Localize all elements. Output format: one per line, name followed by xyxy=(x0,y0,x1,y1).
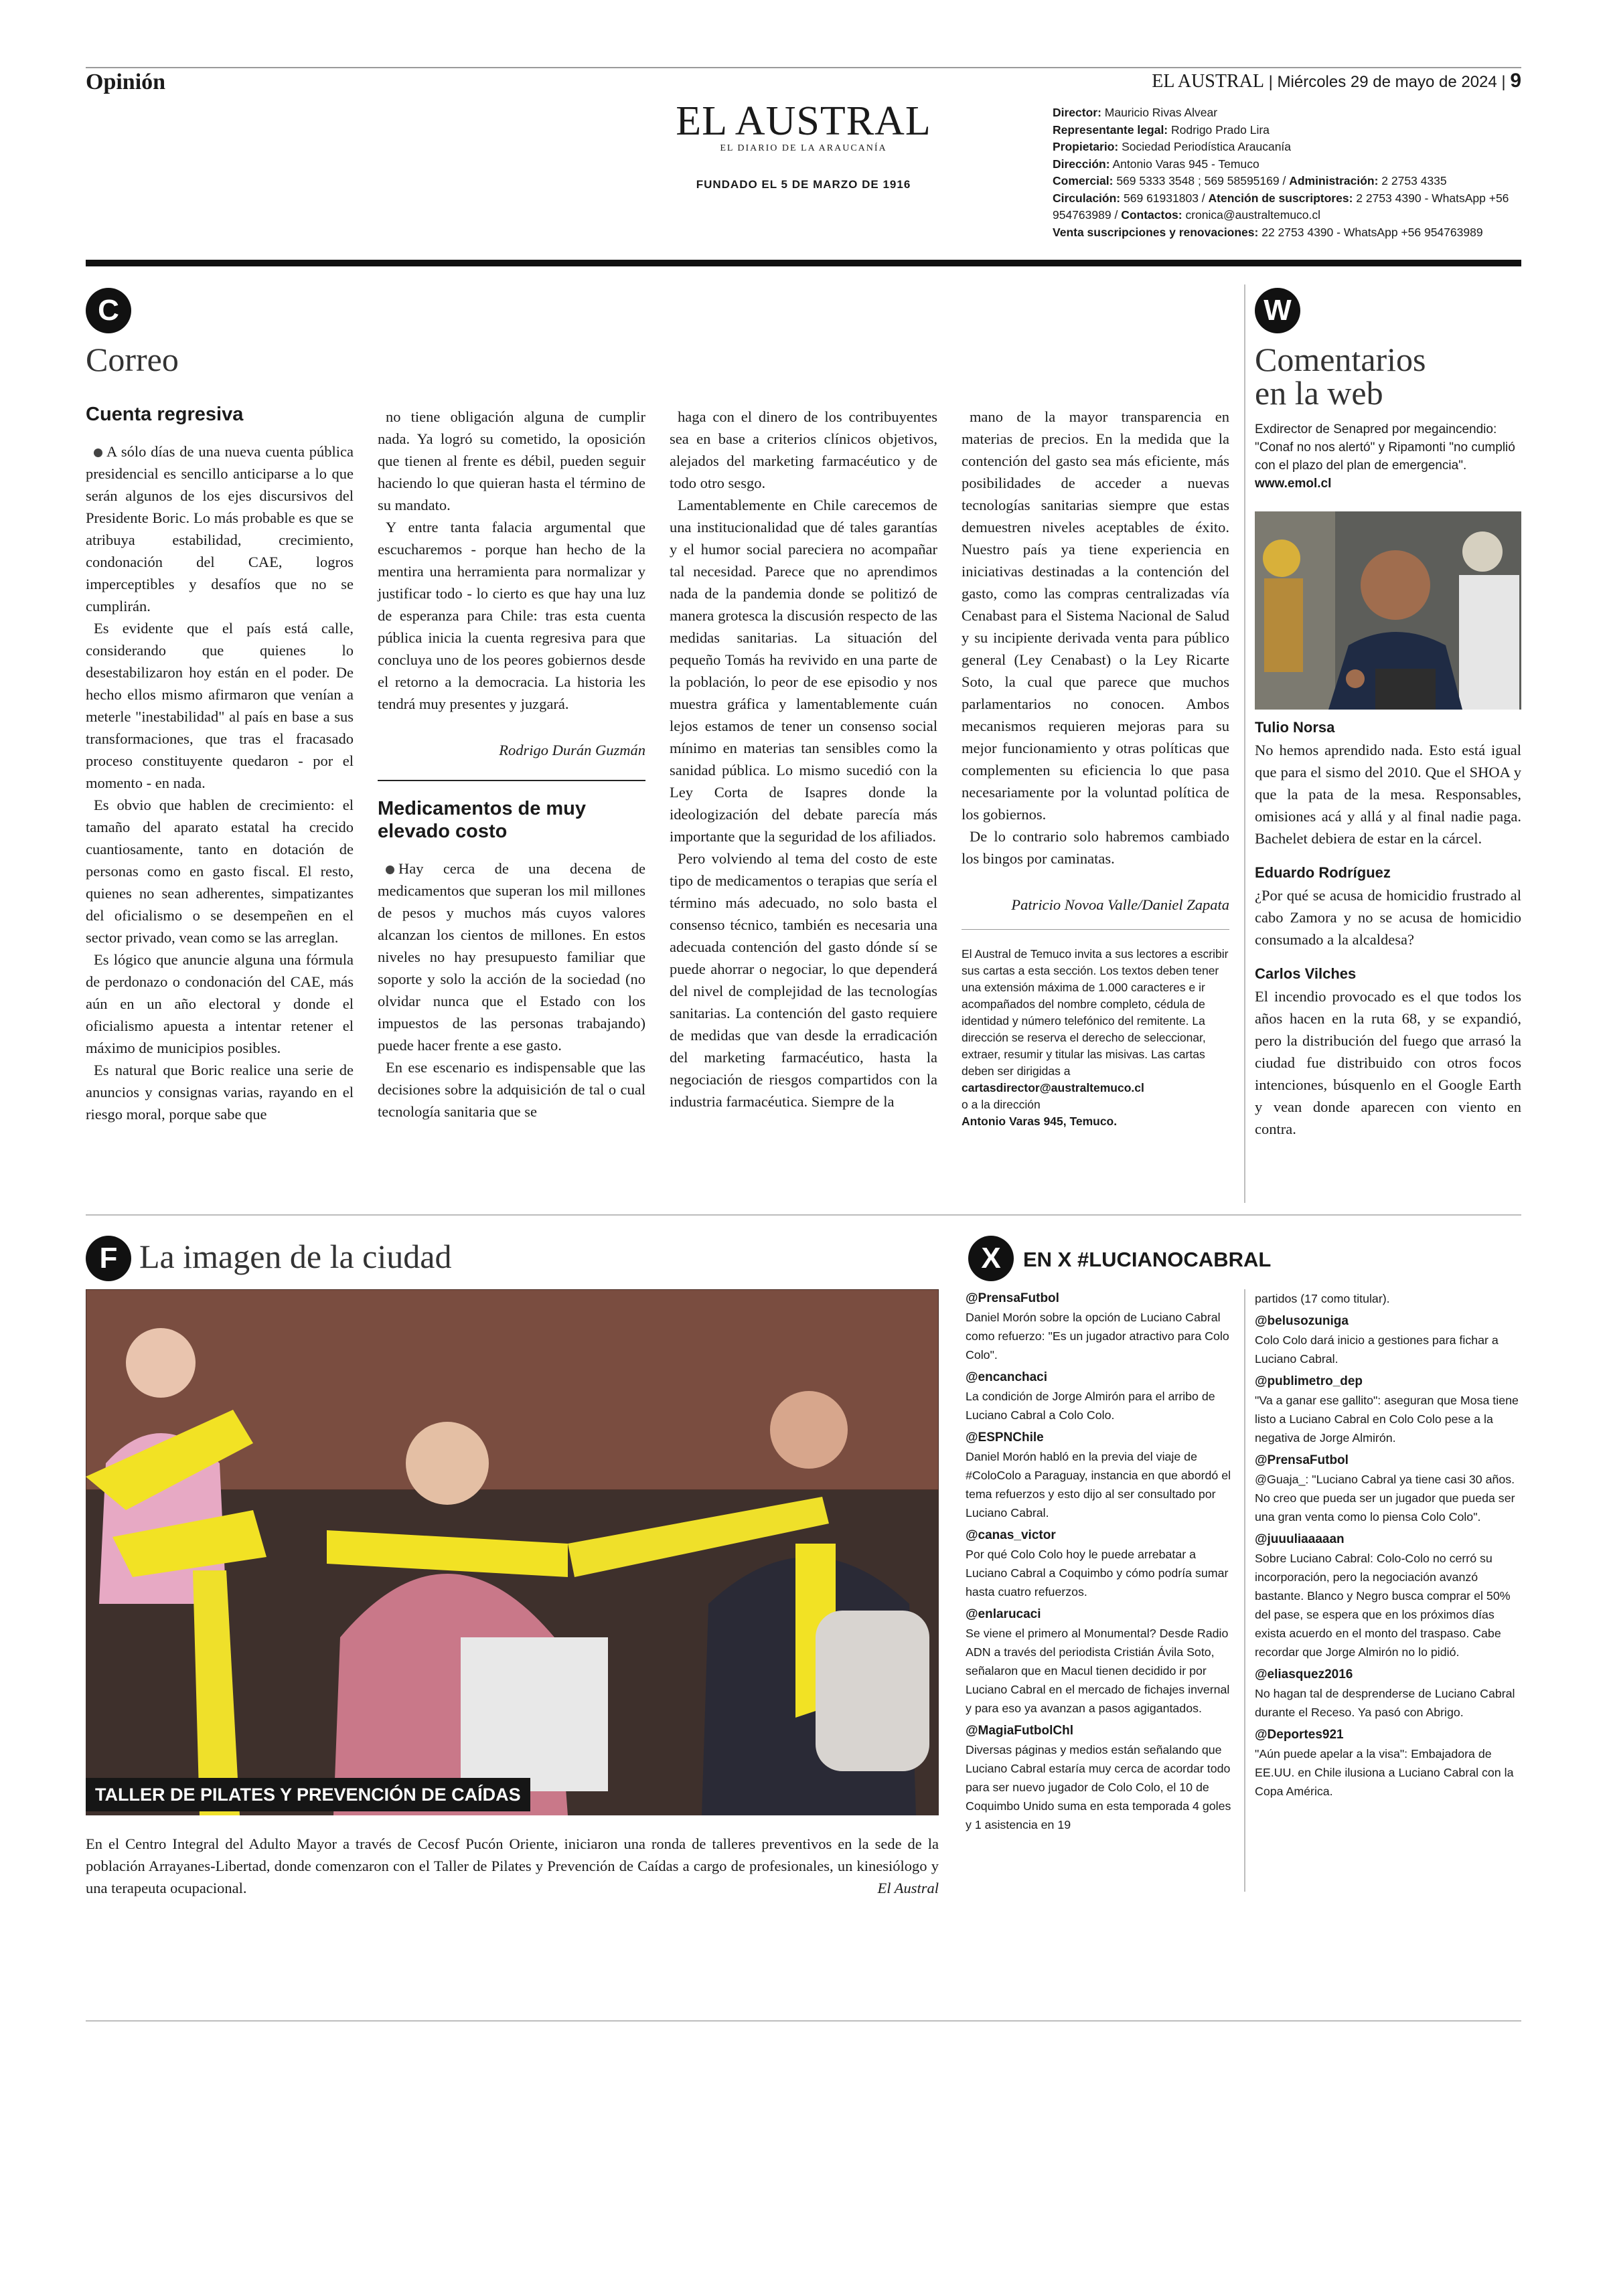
tweets-column-2 xyxy=(1255,1289,1521,1805)
web-badge-icon: W xyxy=(1255,288,1300,333)
credit-label: Comercial: xyxy=(1053,174,1114,187)
letters-note-or: o a la dirección xyxy=(962,1098,1041,1111)
tweet-handle[interactable]: @publimetro_dep xyxy=(1255,1374,1363,1388)
credit-value: Sociedad Periodística Araucanía xyxy=(1118,140,1292,153)
credit-line xyxy=(1053,139,1521,156)
credit-label: Contactos: xyxy=(1121,208,1182,222)
tweet-handle[interactable]: @belusozuniga xyxy=(1255,1314,1349,1328)
tweet-handle[interactable]: @eliasquez2016 xyxy=(1255,1667,1353,1682)
letter-column-3 xyxy=(670,406,937,1113)
web-news-photo-illustration xyxy=(1255,511,1521,710)
pilates-class-illustration xyxy=(86,1289,939,1815)
mid-rule xyxy=(86,1214,1521,1216)
tweet-handle[interactable]: @enlarucaci xyxy=(966,1607,1041,1621)
credit-value: Mauricio Rivas Alvear xyxy=(1101,106,1218,119)
paragraph-text: Es lógico que anuncie alguna una fórmula de perdonazo o condonación del CAE, más aún en un año electoral y donde el oficialismo apuesta a intentar retener el máximo de municipios posibles. xyxy=(86,951,354,1056)
header-top-rule xyxy=(86,67,1521,68)
credit-value: 569 61931803 / xyxy=(1120,191,1209,205)
paragraph-text: mano de la mayor transparencia en materias de precios. En la medida que la contención del gasto sea más eficiente, más posibilidades de acceder a nuevas tecnologías sanitarias siempre que estas demuestren niveles aceptables de éxito. Nuestro país ya tiene experiencia en iniciativas destinadas a la contención del gasto, como las compras centralizadas vía Cenabast para el Sistema Nacional de Salud y su incipiente derivada venta para público general (Ley Cenabast) o la Ley Ricarte Soto, la cual que parece que muchos parlamentarios no conocen. Ambos mecanismos requieren mejoras para su mejor funcionamiento y otras políticas que complementen su eficiencia lo que pasa necesariamente por la voluntad política de los gobiernos. xyxy=(962,408,1229,823)
tweet-handle[interactable]: @ESPNChile xyxy=(966,1430,1044,1445)
letter-2-body xyxy=(378,857,645,1123)
paragraph-text: A sólo días de una nueva cuenta pública presidencial es sencillo anticiparse a lo que serán algunos de los ejes discursivos del Presidente Boric. Lo más probable es que se atribuya estabilidad, crecimiento, condonación del CAE, logros imperceptibles y desafíos que no se cumplirán. xyxy=(86,443,354,614)
paragraph-text: Hay cerca de una decena de medicamentos que superan los mil millones de pesos y muchos más cuyos valores alcanzan los cientos de millones. En estos niveles no hay presupuesto familiar que soporte y solo la acción de la sociedad (no olvidar nunca que el Estado con los impuestos de las personas trabajando) puede hacer frente a ese gasto. xyxy=(378,860,645,1054)
tweet-handle[interactable]: @MagiaFutbolChl xyxy=(966,1724,1074,1738)
paragraph xyxy=(86,794,354,949)
section-label: Opinión xyxy=(86,70,166,94)
tweet xyxy=(966,1605,1233,1718)
letter-1-body xyxy=(86,440,354,1125)
web-news-photo xyxy=(1255,511,1521,710)
letter-divider xyxy=(378,780,645,781)
city-caption xyxy=(86,1833,939,1899)
column-rule xyxy=(1244,284,1245,1203)
bullet-icon xyxy=(386,866,394,874)
letter-2-body-cont xyxy=(670,406,937,1113)
credit-line xyxy=(1053,104,1521,122)
tweet xyxy=(966,1722,1233,1834)
bottom-rule xyxy=(86,2020,1521,2022)
credit-value: 2 2753 4335 xyxy=(1378,174,1447,187)
paragraph xyxy=(378,406,645,516)
tweet-text: Diversas páginas y medios están señalando que Luciano Cabral estaría muy cerca de acordar todo para ser nuevo jugador de Colo Colo, el 10 de Coquimbo Unido suma en esta temporada 4 goles y 1 asistencia en 19 xyxy=(966,1743,1231,1831)
tweet-handle[interactable]: @juuuliaaaaan xyxy=(1255,1532,1345,1546)
letters-note-address: Antonio Varas 945, Temuco. xyxy=(962,1115,1118,1128)
credit-value: 2 2753 4390 - WhatsApp +56 954763989 / xyxy=(1053,191,1509,222)
tweet-text: No hagan tal de desprenderse de Luciano Cabral durante el Receso. Ya pasó con Abrigo. xyxy=(1255,1687,1515,1719)
web-comment-text: No hemos aprendido nada. Esto está igual que para el sismo del 2010. Que el SHOA y que la pata de la mesa. Responsables, omisiones acá y allá y al final nadie paga. Bachelet debiera de estar en la cárcel. xyxy=(1255,742,1521,847)
tweet xyxy=(966,1289,1233,1364)
paragraph xyxy=(378,1056,645,1123)
masthead-logo: EL AUSTRAL xyxy=(676,98,931,144)
web-intro-text: Exdirector de Senapred por megaincendio: "Conaf no nos alertó" y Ripamonti "no cumplió con el plazo del plan de emergencia". xyxy=(1255,422,1515,473)
tweet-handle[interactable]: @canas_victor xyxy=(966,1528,1056,1542)
letter-1-signature: Rodrigo Durán Guzmán xyxy=(499,742,645,758)
tweet xyxy=(966,1526,1233,1601)
tweet xyxy=(1255,1451,1521,1526)
tweets-column-1 xyxy=(966,1289,1233,1838)
letter-1-body-cont xyxy=(378,406,645,715)
page-number: 9 xyxy=(1510,70,1521,92)
ciudad-title: La imagen de la ciudad xyxy=(139,1238,452,1275)
credit-line xyxy=(1053,156,1521,173)
web-comment-author: Tulio Norsa xyxy=(1255,719,1335,736)
credit-line xyxy=(1053,190,1521,224)
web-comment xyxy=(1255,719,1521,849)
masthead-founded: FUNDADO EL 5 DE MARZO DE 1916 xyxy=(696,178,911,191)
letter-2-body-end xyxy=(962,406,1229,870)
web-comment-author: Carlos Vilches xyxy=(1255,965,1357,982)
credit-line xyxy=(1053,224,1521,242)
paragraph-text: En ese escenario es indispensable que las decisiones sobre la adquisición de tal o cual tecnología sanitaria que se xyxy=(378,1059,645,1120)
header-thick-rule xyxy=(86,260,1521,266)
web-comments-list xyxy=(1255,719,1521,1155)
tweet-text: Se viene el primero al Monumental? Desde Radio ADN a través del periodista Cristián Ávila Soto, señalaron que en Macul tienen decidido ir por Luciano Cabral en el mercado de fichajes invernal y para eso ya avanzan a pasos agigantados. xyxy=(966,1627,1230,1715)
tweet-handle[interactable]: @PrensaFutbol xyxy=(1255,1453,1349,1467)
letter-column-1 xyxy=(86,403,354,1125)
paragraph-text: Es natural que Boric realice una serie de anuncios y consignas varias, rayando en el riesgo moral, porque sabe que xyxy=(86,1062,354,1123)
paragraph xyxy=(670,494,937,847)
credit-label: Venta suscripciones y renovaciones: xyxy=(1053,225,1259,239)
paragraph-text: Lamentablemente en Chile carecemos de una institucionalidad que dé tales garantías y el humor social pareciera no acompañar tal necesidad. Parece que no aprendimos nada de la pandemia donde se politizó de manera grotesca la discusión respecto de las medidas sanitarias. La situación del pequeño Tomás ha revivido en una parte de la población, lo peor de ese episodio y nos muestra gráfica y lamentablemente cuán lejos estamos de tener un consenso social mínimo en materias tan sensibles como la sanidad pública. Lo mismo sucedió con la Ley Corta de Isapres donde la ideologización del debate parecía más importante que la seguridad de los afiliados. xyxy=(670,497,937,845)
tweet xyxy=(1255,1372,1521,1447)
paragraph xyxy=(670,847,937,1113)
web-title-line-1: Comentarios xyxy=(1255,341,1426,378)
web-intro-site[interactable]: www.emol.cl xyxy=(1255,477,1332,491)
credit-value: 569 5333 3548 ; 569 58595169 / xyxy=(1113,174,1290,187)
tweet-text: "Va a ganar ese gallito": aseguran que Mosa tiene listo a Luciano Cabral en Colo Colo pese a la negativa de Jorge Almirón. xyxy=(1255,1394,1519,1445)
web-comment-text: El incendio provocado es el que todos los años hacen en la ruta 68, y se expandió, pero la distribución del fuego que arrasó la ciudad fue distribuido con otros focos intenciones, búsquenlo en el Google Earth y vean donde aparecen con viento en contra. xyxy=(1255,988,1521,1137)
city-photo xyxy=(86,1289,939,1815)
tweets-column-rule xyxy=(1244,1289,1245,1892)
tweet-text: Daniel Morón habló en la previa del viaje de #ColoColo a Paraguay, instancia en que abordó el tema refuerzos y esto dijo al ser consultado por Luciano Cabral. xyxy=(966,1450,1231,1520)
letter-column-4 xyxy=(962,406,1229,1130)
x-badge-icon: X xyxy=(968,1236,1014,1281)
correo-badge-icon: C xyxy=(86,288,131,333)
masthead-tagline: EL DIARIO DE LA ARAUCANÍA xyxy=(720,143,887,153)
web-title xyxy=(1255,343,1426,410)
bullet-icon xyxy=(94,448,102,457)
letter-column-2 xyxy=(378,406,645,1123)
paragraph-text: no tiene obligación alguna de cumplir nada. Ya logró su cometido, la oposición que tienen al frente es débil, pueden seguir haciendo lo que quieran hasta el término de su mandato. xyxy=(378,408,645,513)
masthead xyxy=(670,100,937,191)
tweet-text: @Guaja_: "Luciano Cabral ya tiene casi 30 años. No creo que pueda ser un jugador que pueda ser una gran venta como lo piensa Colo Colo". xyxy=(1255,1473,1515,1524)
web-comment-text: ¿Por qué se acusa de homicidio frustrado al cabo Zamora y no se acusa de homicidio consumado a la alcaldesa? xyxy=(1255,887,1521,948)
paragraph-text: De lo contrario solo habremos cambiado los bingos por caminatas. xyxy=(962,828,1229,867)
credit-label: Director: xyxy=(1053,106,1101,119)
ciudad-badge-icon: F xyxy=(86,1236,131,1281)
tweet-text: Colo Colo dará inicio a gestiones para fichar a Luciano Cabral. xyxy=(1255,1333,1499,1366)
credit-value: Rodrigo Prado Lira xyxy=(1168,122,1270,137)
tweet-text: Por qué Colo Colo hoy le puede arrebatar a Luciano Cabral a Coquimbo y cómo podría sumar hasta cuatro refuerzos. xyxy=(966,1548,1229,1598)
credit-line xyxy=(1053,122,1521,139)
paragraph-text: Y entre tanta falacia argumental que escucharemos - porque han hecho de la mentira una herramienta para normalizar y justificar todo - lo cierto es que hay una luz de esperanza para Chile: tras esta cuenta pública inicia la cuenta regresiva para que concluya uno de los peores gobiernos desde el retorno a la democracia. La historia les tendrá muy presentes y juzgará. xyxy=(378,519,645,712)
issue-paper-name: EL AUSTRAL xyxy=(1152,71,1264,92)
credit-value: 22 2753 4390 - WhatsApp +56 954763989 xyxy=(1258,225,1483,239)
paragraph-text: Pero volviendo al tema del costo de este tipo de medicamentos o terapias que sería el término más adecuado, no solo basta el consenso técnico, también es necesaria una adecuada contención del gasto dónde sí se puede ahorrar o negociar, lo que dependerá del nivel de complejidad de las tecnologías sanitarias. La contención del gasto requiere de medidas que van desde la erradicación del marketing farmacéutico, hasta la negociación de riesgos compartidos con la industria farmacéutica. Siempre de la xyxy=(670,850,937,1110)
paragraph xyxy=(378,857,645,1056)
credit-value: cronica@australtemuco.cl xyxy=(1182,208,1321,222)
tweet xyxy=(1255,1665,1521,1722)
paragraph xyxy=(962,406,1229,825)
credit-label: Circulación: xyxy=(1053,191,1121,205)
paragraph xyxy=(86,440,354,617)
paragraph xyxy=(86,1059,354,1125)
photo-caption-bar: TALLER DE PILATES Y PREVENCIÓN DE CAÍDAS xyxy=(86,1778,530,1811)
paragraph xyxy=(378,516,645,715)
tweet xyxy=(1255,1530,1521,1661)
web-intro xyxy=(1255,420,1521,493)
tweet-text: La condición de Jorge Almirón para el arribo de Luciano Cabral a Colo Colo. xyxy=(966,1390,1215,1422)
paragraph-text: haga con el dinero de los contribuyentes sea en base a criterios clínicos objetivos, alejados del marketing farmacéutico y de todo otro sesgo. xyxy=(670,408,937,491)
credit-label: Administración: xyxy=(1289,174,1379,187)
credit-label: Atención de suscriptores: xyxy=(1208,191,1353,205)
letter-2-signature: Patricio Novoa Valle/Daniel Zapata xyxy=(1011,896,1229,913)
letter-1-title: Cuenta regresiva xyxy=(86,404,244,425)
tweet-handle[interactable]: @PrensaFutbol xyxy=(966,1291,1059,1305)
tweet-handle[interactable]: @Deportes921 xyxy=(1255,1728,1344,1742)
letters-note-email[interactable]: cartasdirector@australtemuco.cl xyxy=(962,1081,1144,1094)
web-comment-author: Eduardo Rodríguez xyxy=(1255,864,1391,881)
issue-date: | Miércoles 29 de mayo de 2024 | xyxy=(1268,73,1506,91)
web-comment xyxy=(1255,965,1521,1140)
credit-value: Antonio Varas 945 - Temuco xyxy=(1109,157,1259,171)
tweet-text: Daniel Morón sobre la opción de Luciano Cabral como refuerzo: "Es un jugador atractivo para Colo Colo". xyxy=(966,1311,1229,1362)
city-caption-text: En el Centro Integral del Adulto Mayor a través de Cecosf Pucón Oriente, iniciaron una ronda de talleres preventivos en la sede de la población Arrayanes-Libertad, donde comenzaron con el Taller de Pilates y Prevención de Caídas a cargo de profesionales, un kinesiólogo y una terapeuta ocupacional. xyxy=(86,1835,939,1896)
tweet xyxy=(1255,1312,1521,1368)
paragraph-text: Es obvio que hablen de crecimiento: el tamaño del aparato estatal ha crecido cuantiosamente, tanto en dotación de personas como en gasto fiscal. El resto, quienes no sean adherentes, simpatizantes del oficialismo o se desempeñen en el sector privado, vean como se las arreglan. xyxy=(86,797,354,946)
web-comment xyxy=(1255,864,1521,951)
paragraph-text: Es evidente que el país está calle, considerando que quienes lo desestabilizaron hoy están en el poder. De hecho ellos mismo afirmaron que venían a meterle "inestabilidad" al país en base a sus transformaciones, que tras el fracasado proceso constituyente quedaron - por el momento - en nada. xyxy=(86,620,354,791)
credit-line xyxy=(1053,173,1521,190)
paragraph xyxy=(670,406,937,494)
correo-title: Correo xyxy=(86,341,179,378)
credit-label: Propietario: xyxy=(1053,140,1119,153)
paragraph xyxy=(86,949,354,1059)
letter-2-title: Medicamentos de muy elevado costo xyxy=(378,798,587,842)
credit-label: Dirección: xyxy=(1053,157,1110,171)
x-title: EN X #LUCIANOCABRAL xyxy=(1023,1248,1272,1271)
credits-block xyxy=(1053,104,1521,241)
letters-note xyxy=(962,946,1229,1130)
note-divider xyxy=(962,929,1229,930)
paragraph xyxy=(962,825,1229,870)
issue-line xyxy=(1152,70,1521,92)
web-title-line-2: en la web xyxy=(1255,374,1383,412)
tweet xyxy=(966,1368,1233,1424)
tweet-handle[interactable]: @encanchaci xyxy=(966,1370,1048,1384)
credit-label: Representante legal: xyxy=(1053,122,1168,137)
tweet-continuation: partidos (17 como titular). xyxy=(1255,1292,1390,1305)
tweet-text: "Aún puede apelar a la visa": Embajadora de EE.UU. en Chile ilusiona a Luciano Cabral con la Copa América. xyxy=(1255,1747,1514,1798)
paragraph xyxy=(86,617,354,794)
tweet-text: Sobre Luciano Cabral: Colo-Colo no cerró su incorporación, pero la negociación avanzó bastante. Blanco y Negro busca comprar el 50% del pase, se espera que en los próximos días exista acuerdo en el monto del traspaso. Cabe recordar que Jorge Almirón no lo pidió. xyxy=(1255,1552,1511,1659)
tweet xyxy=(1255,1726,1521,1801)
letters-note-text: El Austral de Temuco invita a sus lectores a escribir sus cartas a esta sección. Los textos deben tener una extensión máxima de 1.000 caracteres e ir acompañados del nombre completo, cédula de identidad y número telefónico del remitente. La dirección se reserva el derecho de seleccionar, extraer, resumir y titular las misivas. Las cartas deben ser dirigidas a xyxy=(962,947,1229,1078)
tweet xyxy=(966,1428,1233,1522)
city-caption-credit: El Austral xyxy=(877,1880,939,1896)
